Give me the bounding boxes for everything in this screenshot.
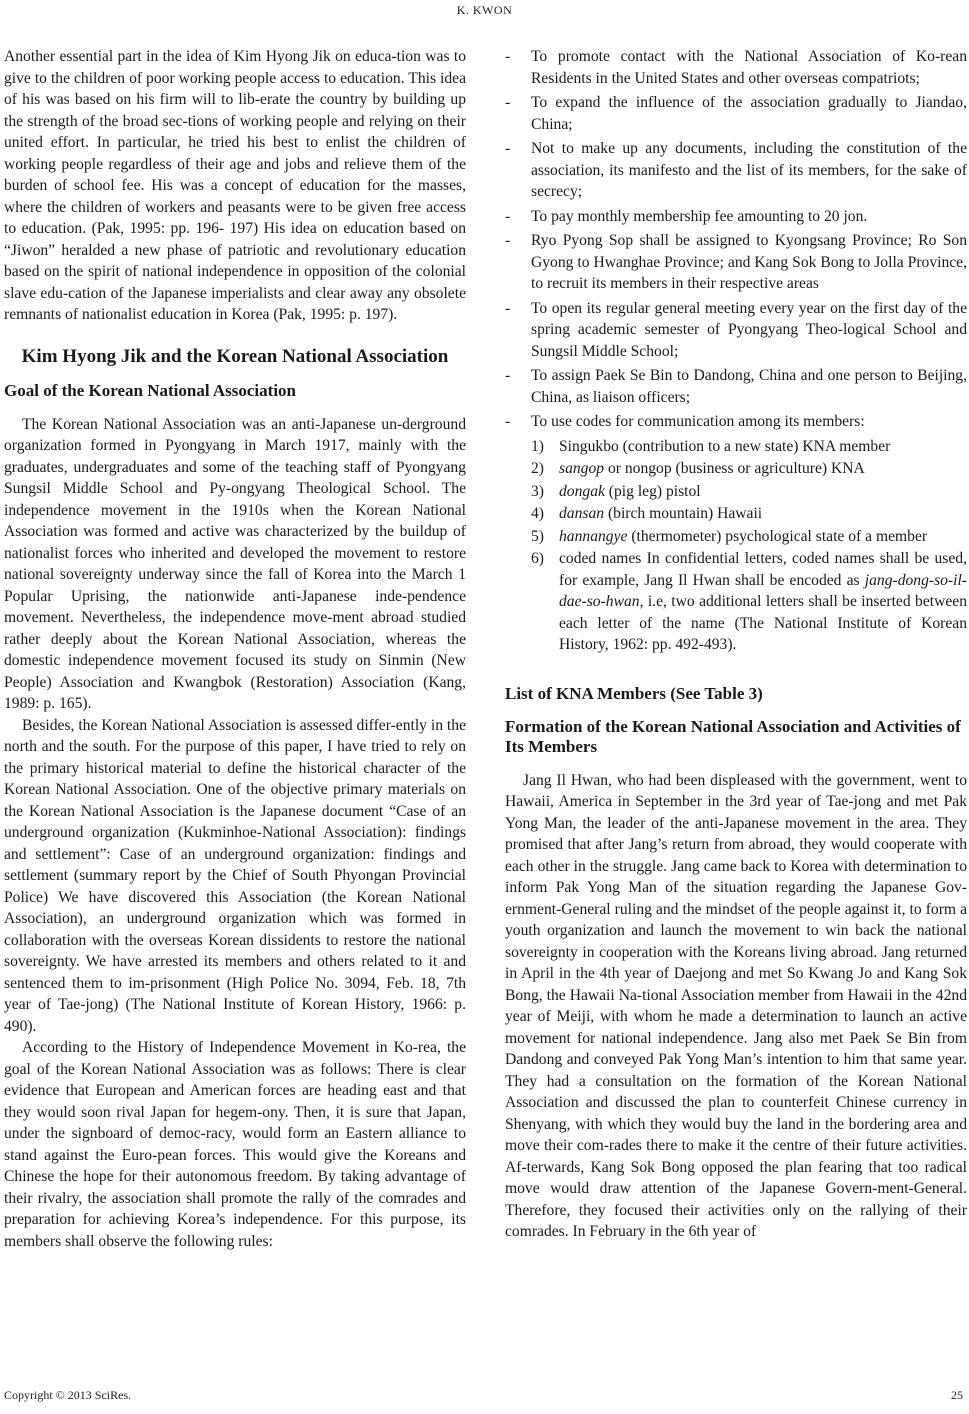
code-item [505, 526, 967, 548]
code-meaning: (pig leg) pistol [604, 482, 701, 500]
rule-dash: - [505, 367, 511, 384]
code-number: 4) [531, 505, 544, 522]
rule-text: To expand the influence of the association gradually to Jiandao, China; [531, 94, 967, 133]
rule-text: To promote contact with the National Association of Ko-rean Residents in the United States and other overseas compatriots; [531, 48, 967, 87]
subsection-goal-title: Goal of the Korean National Association [4, 380, 296, 400]
rule-text: Ryo Pyong Sop shall be assigned to Kyongsang Province; Ro Son Gyong to Hwanghae Province; and Kang Sok Bong to Jolla Province, to recruit its members in their respective areas [531, 232, 967, 292]
code-word: dongak [559, 482, 605, 500]
rule-item [505, 230, 967, 295]
rule-text: To assign Paek Se Bin to Dandong, China and one person to Beijing, China, as liaison officers; [531, 367, 967, 406]
rule-item [505, 46, 967, 89]
code-meaning: , i.e, two additional letters shall be inserted between each letter of the name (The National Institute of Korean History, 1962: pp. 492-493). [559, 593, 967, 653]
rule-item [505, 92, 967, 135]
rule-item [505, 365, 967, 408]
code-number: 2) [531, 460, 544, 477]
rule-dash: - [505, 207, 511, 225]
code-meaning: (birch mountain) Hawaii [604, 505, 763, 522]
page-number: 25 [951, 1388, 963, 1402]
code-item [505, 481, 967, 503]
rule-dash: - [505, 413, 511, 430]
paragraph-goal: According to the History of Independence Movement in Ko-rea, the goal of the Korean National Association was as follows: There is clear evidence that European and American forces are heading east and that they would soon rival Japan for hegem-ony. Then, it is sure that Japan, under the signboard of democ-racy, would form an Eastern alliance to stand against the Euro-pean forces. This would give the Koreans and Chinese the hope for their autonomous freedom. By taking advantage of their rivalry, the association shall promote the rally of the comrades and preparation for achieving Korea’s independence. For this purpose, its members shall observe the following rules: [4, 1039, 466, 1250]
code-number: 6) [531, 550, 544, 567]
code-word: jang-dong-so-il-dae-so-hwan [559, 571, 967, 610]
code-number: 3) [531, 482, 544, 500]
running-head: K. KWON [456, 3, 513, 17]
code-text: Singukbo (contribution to a new state) KNA member [559, 437, 891, 455]
rule-dash: - [505, 232, 511, 249]
rule-dash: - [505, 48, 511, 65]
code-item [505, 458, 967, 480]
paragraph-education: Another essential part in the idea of Kim Hyong Jik on educa-tion was to give to the children of poor working people access to education. This idea of his was based on his firm will to lib-erate the country by building up the strength of the broad sec-tions of working people and relying on their united effort. In particular, he tried his best to enlist the children of working people regardless of their age and jobs and relieve them of the burden of school fee. His was a concept of education for the masses, where the children of workers and peasants were to be given free access to education. (Pak, 1995: pp. 196- 197) His idea on education based on “Jiwon” heralded a new phase of patriotic and revolutionary education based on the spirit of national independence in opposition of the colonial slave edu-cation of the Japanese imperialists and clear away any obsolete remnants of nationalist education in Korea (Pak, 1995: p. 197). [4, 48, 466, 323]
rules-list [505, 46, 967, 433]
rule-text: To use codes for communication among its members: [531, 413, 865, 430]
code-word: sangop [559, 460, 605, 477]
rule-dash: - [505, 94, 511, 111]
rule-item [505, 298, 967, 363]
code-meaning: or nongop (business or agriculture) KNA [604, 460, 865, 477]
subsection-formation-title: Formation of the Korean National Association and Activities of Its Members [505, 716, 961, 756]
rule-text: To pay monthly membership fee amounting to 20 jon. [531, 207, 868, 225]
rule-text: Not to make up any documents, including the constitution of the association, its manifesto and the list of its members, for the sake of secrecy; [531, 140, 967, 200]
right-column [505, 46, 967, 1243]
rule-text: To open its regular general meeting every year on the first day of the spring academic semester of Pyongyang Theo-logical School and Sungsil Middle School; [531, 299, 967, 360]
code-number: 1) [531, 437, 544, 455]
copyright-notice: Copyright © 2013 SciRes. [4, 1388, 132, 1402]
code-item [505, 503, 967, 525]
section-title: Kim Hyong Jik and the Korean National Association [21, 345, 449, 367]
code-word: dansan [559, 505, 605, 522]
codes-list [505, 436, 967, 656]
rule-item [505, 138, 967, 203]
paragraph-formation: Jang Il Hwan, who had been displeased with the government, went to Hawaii, America in September in the 3rd year of Tae-jong and met Pak Yong Man, the leader of the anti-Japanese movement in the area. They promised that after Jang’s return from abroad, they would cooperate with each other in the struggle. Jang came back to Korea with determination to inform Pak Yong Man of the situation regarding the Japanese Gov-ernment-General ruling and the mindset of the people against it, to form a youth organization and launch the movement to win back the national sovereignty in cooperation with the Koreans living abroad. Jang returned in April in the 4th year of Daejong and met So Kwang Jo and Kang Sok Bong, the Hawaii Na-tional Association member from Hawaii in the 42nd year of Meiji, with whom he made a determination to launch an active movement for national independence. Jang also met Paek Se Bin from Dandong and conveyed Pak Yong Man’s intention to him that same year. They had a consultation on the formation of the Korean National Association and discussed the plan to counterfeit Chinese currency in Shenyang, with which they would buy the land in the bordering area and move their com-rades there to make it the centre of their future activities. Af-terwards, Kang Sok Bong opposed the plan fearing that too radical move would draw attention of the Japanese Govern-ment-General. Therefore, they focused their activities only on the rallying of their comrades. In February in the 6th year of [505, 771, 967, 1240]
rule-dash: - [505, 140, 511, 157]
left-column [4, 46, 466, 1252]
rule-dash: - [505, 299, 511, 317]
subsection-members-list-title: List of KNA Members (See Table 3) [505, 683, 763, 703]
paragraph-primary-material: Besides, the Korean National Association is assessed differ-ently in the north and the south. For the purpose of this paper, I have tried to rely on the primary historical material to define the historical character of the Korean National Association. One of the objective primary materials on the Korean National Association is the Japanese document “Case of an underground organization (Kukminhoe-National Association): findings and settlement”: Case of an underground organization: findings and settlement (summary report by the Chief of South Phyongan Provincial Police) We have discovered this Association (the Korean National Association), an underground organization which was formed in collaboration with the overseas Korean dissidents to restore the national sovereignty. We have arrested its members and others related to it and sentenced them to im-prisonment (High Police No. 3094, Feb. 18, 7th year of Tae-jong) (The National Institute of Korean History, 1966: p. 490). [4, 716, 466, 1035]
rule-item [505, 411, 967, 433]
paragraph-kna-intro: The Korean National Association was an anti-Japanese un-derground organization formed in Pyongyang in March 1917, mainly with the graduates, undergraduates and some of the teaching staff of Pyongyang Sungsil Middle School and Py-ongyang Theological School. The independence movement in the 1910s when the Korean National Association was formed and active was characterized by the buildup of nationalist forces who inherited and developed the movement to restore national sovereignty underway since the fall of Korea into the March 1 Popular Uprising, the nationwide anti-Japanese inde-pendence movement. Nevertheless, the independence move-ment abroad studied rather deeply about the Korean National Association, whereas the domestic independence movement focused its study on Sinmin (New People) Association and Kwangbok (Restoration) Association (Kang, 1989: p. 165). [4, 415, 466, 712]
code-number: 5) [531, 527, 544, 545]
rule-item [505, 206, 967, 228]
code-item [505, 548, 967, 656]
code-text: coded names In confidential letters, coded names shall be used, for example, Jang Il Hwan shall be encoded as [559, 550, 967, 589]
code-item [505, 436, 967, 458]
code-meaning: (thermometer) psychological state of a member [627, 527, 928, 545]
code-word: hannangye [559, 527, 628, 545]
